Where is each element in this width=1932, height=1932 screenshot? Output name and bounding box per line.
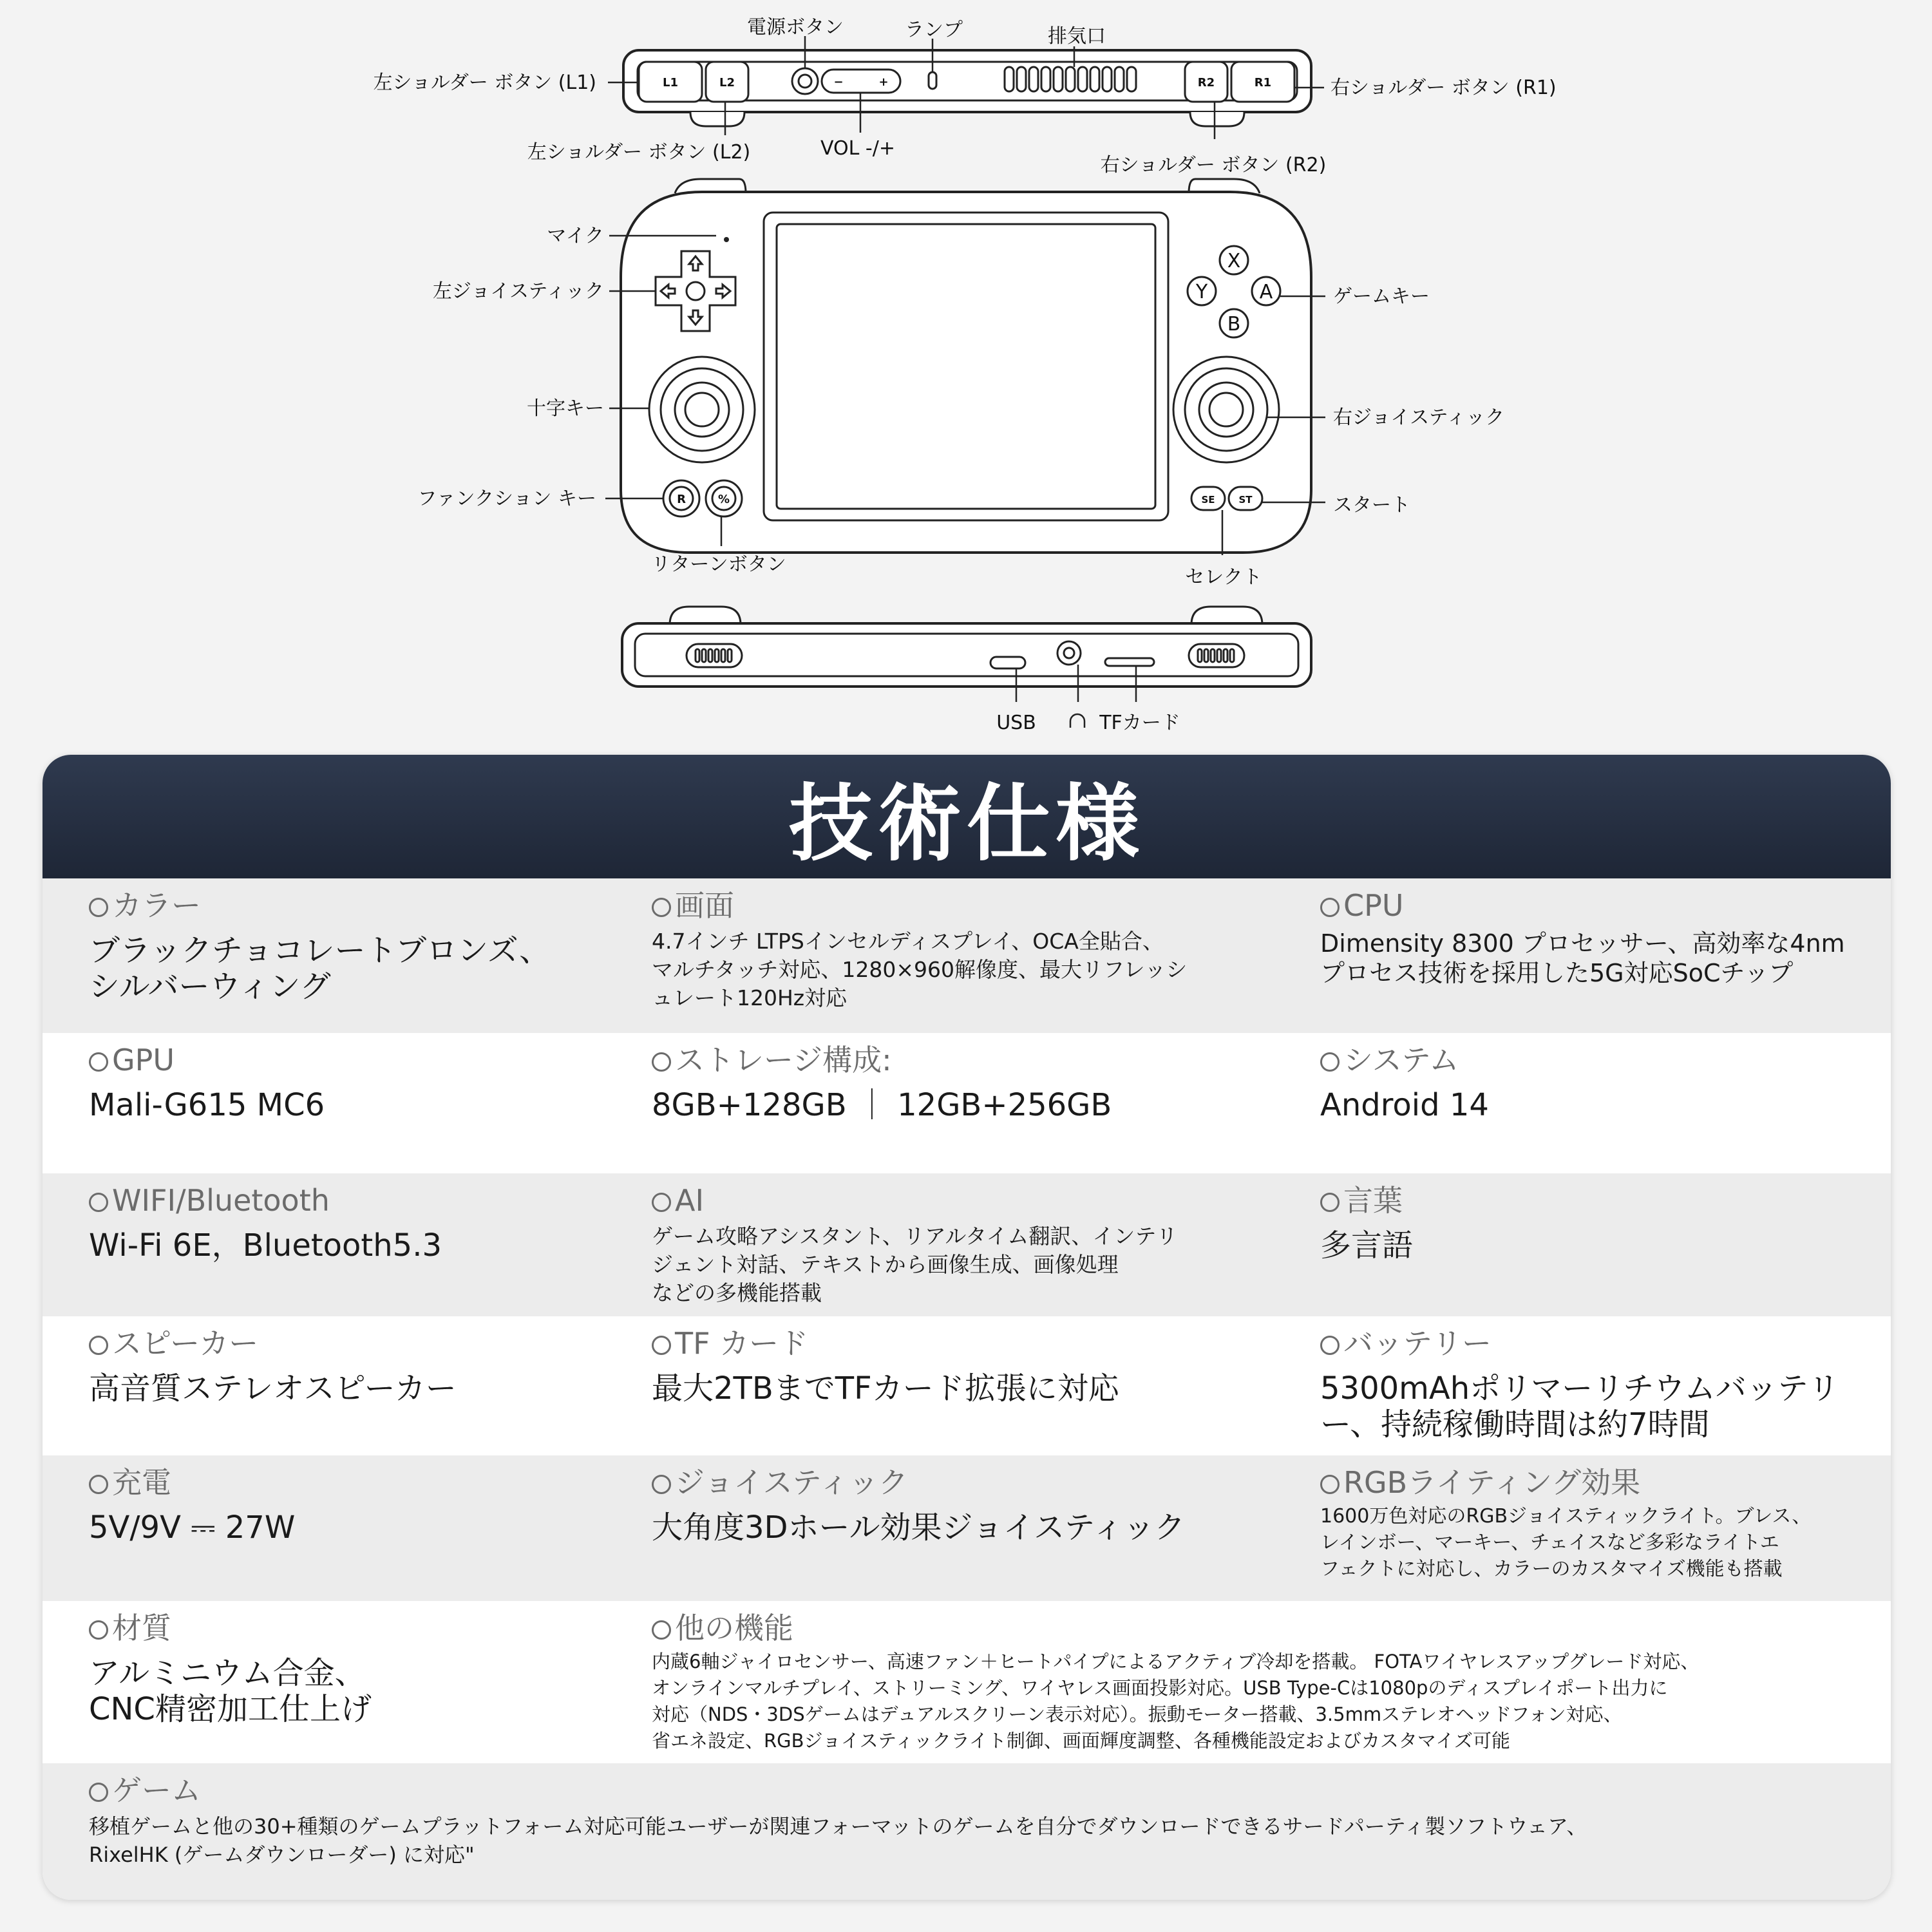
spec-cell-storage (652, 1033, 1296, 1123)
vent-grille (1005, 67, 1136, 91)
speaker-slot (702, 649, 706, 662)
spec-header (43, 755, 1891, 878)
vent-slot (1054, 67, 1063, 91)
spec-label: 材質 (89, 1610, 604, 1646)
spec-cell-material (89, 1601, 604, 1727)
callout-right-stick: 右ジョイスティック (1333, 406, 1505, 429)
vent-slot (1005, 67, 1014, 91)
spec-row (43, 1763, 1891, 1900)
callout-usb: USB (996, 712, 1036, 734)
spec-row (43, 1455, 1891, 1601)
spec-value: 高音質ステレオスピーカー (89, 1370, 457, 1406)
vol-minus-label: − (833, 75, 844, 89)
spec-cell-system (1320, 1033, 1891, 1123)
callout-return-button: リターンボタン (651, 553, 786, 576)
vent-slot (1041, 67, 1050, 91)
x-label: X (1227, 250, 1241, 272)
vent-slot (1078, 67, 1087, 91)
callout-left-stick: 左ジョイスティック (432, 280, 604, 303)
spec-value: Wi-Fi 6E，Bluetooth5.3 (89, 1227, 442, 1264)
spec-value: アルミニウム合金、 CNC精密加工仕上げ (89, 1655, 372, 1727)
l2-label: L2 (719, 76, 735, 90)
speaker-slot (721, 649, 725, 662)
spec-label: ジョイスティック (652, 1464, 1296, 1501)
r2-label: R2 (1197, 76, 1215, 90)
spec-value: 8GB+128GB ｜ 12GB+256GB (652, 1087, 1112, 1123)
spec-row (43, 1173, 1891, 1316)
spec-label: 画面 (652, 887, 1296, 923)
callout-game-keys: ゲームキー (1333, 285, 1430, 308)
vent-slot (1090, 67, 1099, 91)
callout-lamp: ランプ (905, 19, 963, 41)
callout-power: 電源ボタン (747, 16, 844, 39)
device-diagram (0, 0, 1932, 747)
speaker-slot (1204, 649, 1208, 662)
spec-label: ストレージ構成: (652, 1042, 1296, 1078)
speaker-slot (1217, 649, 1221, 662)
spec-cell-joystick (652, 1455, 1296, 1546)
top-view (623, 50, 1311, 126)
vent-slot (1017, 67, 1026, 91)
spec-row (43, 1316, 1891, 1455)
spec-cell-other-features (652, 1601, 1891, 1754)
spec-value: ゲーム攻略アシスタント、リアルタイム翻訳、インテリ ジェント対話、テキストから画像生成、画像処理 などの多機能搭載 (652, 1224, 1178, 1305)
spec-label: CPU (1320, 887, 1891, 923)
vent-slot (1103, 67, 1112, 91)
spec-label: 他の機能 (652, 1610, 1891, 1646)
spec-cell-language (1320, 1173, 1891, 1264)
bottom-view (622, 607, 1311, 687)
spec-value: 5300mAhポリマーリチウムバッテリ ー、持続稼働時間は約7時間 (1320, 1370, 1839, 1443)
headphone-icon (1070, 714, 1084, 728)
spec-cell-tf-card (652, 1316, 1296, 1406)
spec-cell-wifi (89, 1173, 604, 1264)
y-label: Y (1195, 281, 1208, 303)
a-label: A (1259, 281, 1273, 303)
vent-slot (1066, 67, 1075, 91)
spec-row (43, 1601, 1891, 1763)
spec-cell-rgb (1320, 1455, 1891, 1582)
spec-cell-ai (652, 1173, 1296, 1307)
spec-label: WIFI/Bluetooth (89, 1182, 604, 1218)
spec-value: 5V/9V ⎓ 27W (89, 1510, 296, 1546)
speaker-slot (715, 649, 719, 662)
spec-title: 技術仕様 (788, 774, 1144, 873)
spec-value: 内蔵6軸ジャイロセンサー、高速ファン＋ヒートパイプによるアクティブ冷却を搭載。 FOTAワイヤレスアップグレード対応、 オンラインマルチプレイ、ストリーミング、ワイヤレス画面投影対応。USB Type-Cは1080pのディスプレイポート出力に 対応（NDS・3DSゲームはデュアルスクリーン表示対応）。振動モーター搭載、3.5mmステレオヘッドフォン対応、 省エネ設定、RGBジョイスティックライト制御、画面輝度調整、各種機能設定およびカスタマイズ可能 (652, 1651, 1700, 1752)
callout-r1: 右ショルダー ボタン (R1) (1331, 77, 1557, 99)
spec-value: 移植ゲームと他の30+種類のゲームプラットフォーム対応可能ユーザーが関連フォーマットのゲームを自分でダウンロードできるサードパーティ製ソフトウェア、 RixelHK (ゲームダウンローダー) に対応" (89, 1814, 1587, 1867)
tf-card-slot (1105, 658, 1154, 666)
spec-label: カラー (89, 887, 604, 923)
spec-cell-gpu (89, 1033, 604, 1123)
spec-label: AI (652, 1182, 1296, 1218)
callout-tf-card: TFカード (1099, 712, 1180, 734)
spec-value: 大角度3Dホール効果ジョイスティック (652, 1510, 1186, 1546)
speaker-slot (696, 649, 699, 662)
usb-port (990, 657, 1025, 668)
b-label: B (1227, 313, 1241, 336)
spec-row (43, 1033, 1891, 1173)
r1-label: R1 (1254, 76, 1272, 90)
spec-cell-games (89, 1763, 1879, 1869)
spec-value: Android 14 (1320, 1087, 1489, 1123)
spec-label: 充電 (89, 1464, 604, 1501)
spec-value: 1600万色対応のRGBジョイスティックライト。ブレス、 レインボー、マーキー、チェイスなど多彩なライトエ フェクトに対応し、カラーのカスタマイズ機能も搭載 (1320, 1505, 1812, 1580)
se-label: SE (1201, 494, 1215, 506)
spec-label: GPU (89, 1042, 604, 1078)
spec-label: RGBライティング効果 (1320, 1464, 1891, 1501)
spec-label: スピーカー (89, 1325, 604, 1361)
spec-row (43, 878, 1891, 1033)
speaker-slot (1224, 649, 1227, 662)
speaker-slot (1211, 649, 1215, 662)
callout-l2: 左ショルダー ボタン (L2) (527, 141, 751, 164)
spec-value: ブラックチョコレートブロンズ、 シルバーウィング (89, 933, 551, 1005)
ret-label: % (717, 493, 730, 506)
front-view (621, 179, 1311, 553)
speaker-slot (1230, 649, 1234, 662)
vent-slot (1115, 67, 1124, 91)
spec-cell-color (89, 878, 604, 1005)
spec-label: 言葉 (1320, 1182, 1891, 1218)
spec-value: 多言語 (1320, 1227, 1414, 1264)
st-label: ST (1238, 494, 1253, 506)
spec-value: Dimensity 8300 プロセッサー、高効率な4nm プロセス技術を採用した5G対応SoCチップ (1320, 929, 1845, 987)
spec-label: システム (1320, 1042, 1891, 1078)
spec-value: 4.7インチ LTPSインセルディスプレイ、OCA全貼合、 マルチタッチ対応、1280×960解像度、最大リフレッシ ュレート120Hz対応 (652, 929, 1188, 1010)
right-joystick (1173, 357, 1279, 462)
l1-label: L1 (663, 76, 678, 90)
callout-start: スタート (1333, 494, 1410, 516)
spec-cell-screen (652, 878, 1296, 1012)
spec-cell-cpu (1320, 878, 1891, 988)
spec-value: Mali-G615 MC6 (89, 1087, 325, 1123)
spec-card (43, 755, 1891, 1900)
callout-function-key: ファンクション キー (417, 488, 596, 510)
screen (777, 224, 1155, 509)
speaker-slot (708, 649, 712, 662)
mic-hole (724, 237, 729, 242)
fn-label: R (677, 493, 686, 506)
vol-plus-label: + (878, 75, 889, 89)
left-joystick (649, 357, 755, 462)
vent-slot (1127, 67, 1136, 91)
spec-label: ゲーム (89, 1772, 1879, 1808)
spec-cell-charging (89, 1455, 604, 1546)
spec-cell-speaker (89, 1316, 604, 1406)
spec-value: 最大2TBまでTFカード拡張に対応 (652, 1370, 1119, 1406)
spec-label: TF カード (652, 1325, 1296, 1361)
speaker-slot (1198, 649, 1202, 662)
callout-vent: 排気口 (1048, 25, 1106, 48)
callout-vol: VOL -/+ (820, 137, 895, 160)
spec-label: バッテリー (1320, 1325, 1891, 1361)
callout-mic: マイク (547, 225, 604, 247)
callout-r2: 右ショルダー ボタン (R2) (1100, 154, 1327, 176)
speaker-slot (728, 649, 732, 662)
callout-l1: 左ショルダー ボタン (L1) (373, 71, 596, 94)
callout-select: セレクト (1185, 566, 1262, 589)
spec-cell-battery (1320, 1316, 1891, 1443)
vent-slot (1029, 67, 1038, 91)
callout-dpad: 十字キー (527, 397, 604, 420)
lamp-indicator (929, 72, 936, 89)
